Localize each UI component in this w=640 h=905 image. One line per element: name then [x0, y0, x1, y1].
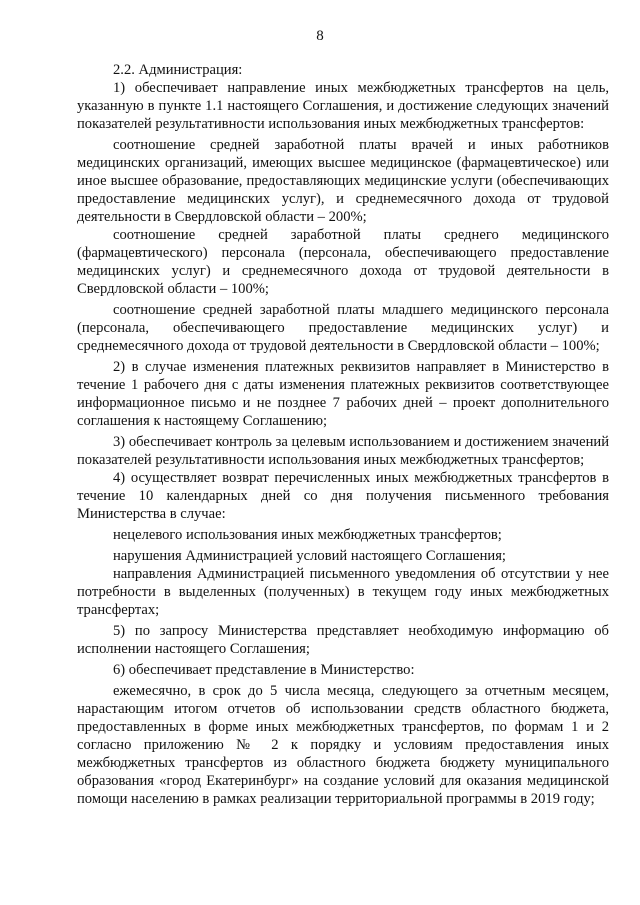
paragraph-item-5: 5) по запросу Министерства представляет необходимую информацию об исполнении настоящего Соглашения; [77, 623, 609, 657]
paragraph-case-violation: нарушения Администрацией условий настоящего Соглашения; [113, 548, 506, 564]
paragraph-case-notice: направления Администрацией письменного уведомления об отсутствии у нее потребности в выделенных (полученных) в текущем году иных межбюджетных трансфертах; [77, 566, 609, 618]
paragraph-item-3: 3) обеспечивает контроль за целевым использованием и достижением значений показателей результативности использования иных межбюджетных трансфертов; [77, 434, 609, 468]
paragraph-case-misuse: нецелевого использования иных межбюджетных трансфертов; [113, 527, 502, 543]
document-body [77, 61, 609, 808]
paragraph-monthly-reports: ежемесячно, в срок до 5 числа месяца, следующего за отчетным месяцем, нарастающим итогом отчетов об использовании средств областного бюджета, предоставленных в форме иных межбюджетных трансфертов, по формам 1 и 2 согласно приложению № 2 к порядку и условиям предоставления иных межбюджетных трансфертов из областного бюджета бюджету муниципального образования «город Екатеринбург» на создание условий для оказания медицинской помощи населению в рамках реализации территориальной программы в 2019 году; [77, 683, 609, 807]
section-heading: 2.2. Администрация: [113, 62, 243, 78]
paragraph-item-6: 6) обеспечивает представление в Министерство: [113, 662, 415, 678]
page-number: 8 [316, 28, 324, 44]
paragraph-indicator-doctors: соотношение средней заработной платы врачей и иных работников медицинских организаций, имеющих высшее медицинское (фармацевтическое) или иное высшее образование, предоставляющих медицинские услуги (обеспечивающих предоставление медицинских услуг), и среднемесячного дохода от трудовой деятельности в Свердловской области – 200%; [77, 137, 609, 225]
paragraph-indicator-mid-staff: соотношение средней заработной платы среднего медицинского (фармацевтического) персонала (персонала, обеспечивающего предоставление медицинских услуг) и среднемесячного дохода от трудовой деятельности в Свердловской области – 100%; [77, 227, 609, 297]
paragraph-indicator-junior-staff: соотношение средней заработной платы младшего медицинского персонала (персонала, обеспечивающего предоставление медицинских услуг) и среднемесячного дохода от трудовой деятельности в Свердловской области – 100%; [77, 302, 609, 354]
paragraph-item-4: 4) осуществляет возврат перечисленных иных межбюджетных трансфертов в течение 10 календарных дней со дня получения письменного требования Министерства в случае: [77, 470, 609, 522]
paragraph-item-2: 2) в случае изменения платежных реквизитов направляет в Министерство в течение 1 рабочего дня с даты изменения платежных реквизитов соответствующее информационное письмо и не позднее 7 рабочих дней – проект дополнительного соглашения к настоящему Соглашению; [77, 359, 609, 429]
paragraph-item-1: 1) обеспечивает направление иных межбюджетных трансфертов на цель, указанную в пункте 1.1 настоящего Соглашения, и достижение следующих значений показателей результативности использования иных межбюджетных трансфертов: [77, 80, 609, 132]
